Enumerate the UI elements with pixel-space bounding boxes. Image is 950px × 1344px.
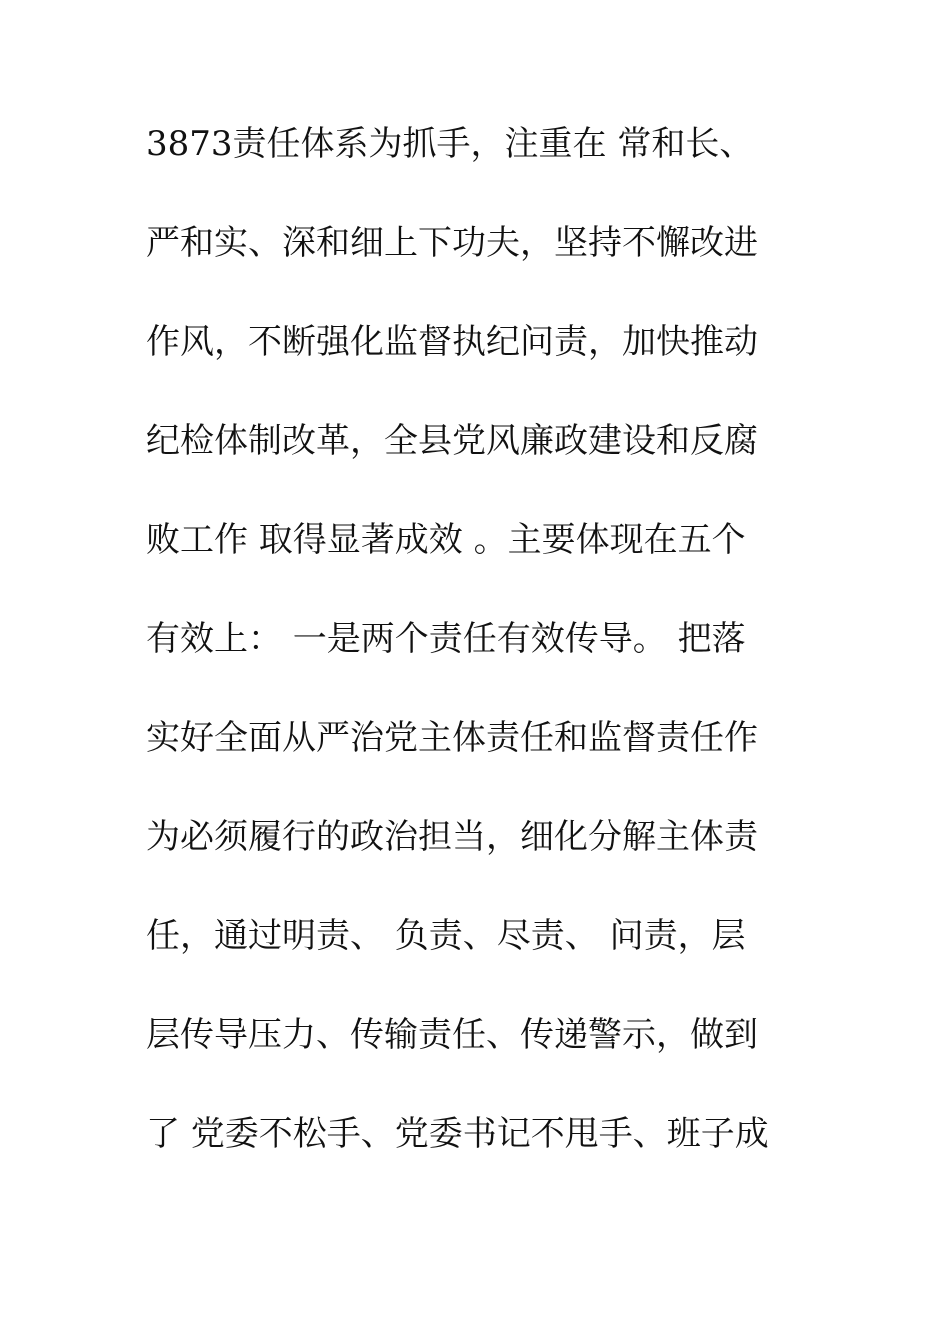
text-line: 败工作 取得显著成效 。主要体现在五个 xyxy=(146,520,746,560)
text-line: 为必须履行的政治担当，细化分解主体责 xyxy=(146,817,758,857)
text-line: 实好全面从严治党主体责任和监督责任作 xyxy=(146,718,758,758)
text-line: 层传导压力、传输责任、传递警示，做到 xyxy=(146,1015,758,1055)
text-line: 纪检体制改革，全县党风廉政建设和反腐 xyxy=(146,421,758,461)
text-line: 3873责任体系为抓手，注重在 常和长、 xyxy=(146,124,754,164)
text-line: 了 党委不松手、党委书记不甩手、班子成 xyxy=(146,1114,769,1154)
text-line: 有效上： 一是两个责任有效传导。 把落 xyxy=(146,619,746,659)
text-line: 任，通过明责、 负责、尽责、 问责，层 xyxy=(146,916,746,956)
text-line: 严和实、深和细上下功夫，坚持不懈改进 xyxy=(146,223,758,263)
text-line: 作风，不断强化监督执纪问责，加快推动 xyxy=(146,322,758,362)
body-text xyxy=(146,125,826,1214)
